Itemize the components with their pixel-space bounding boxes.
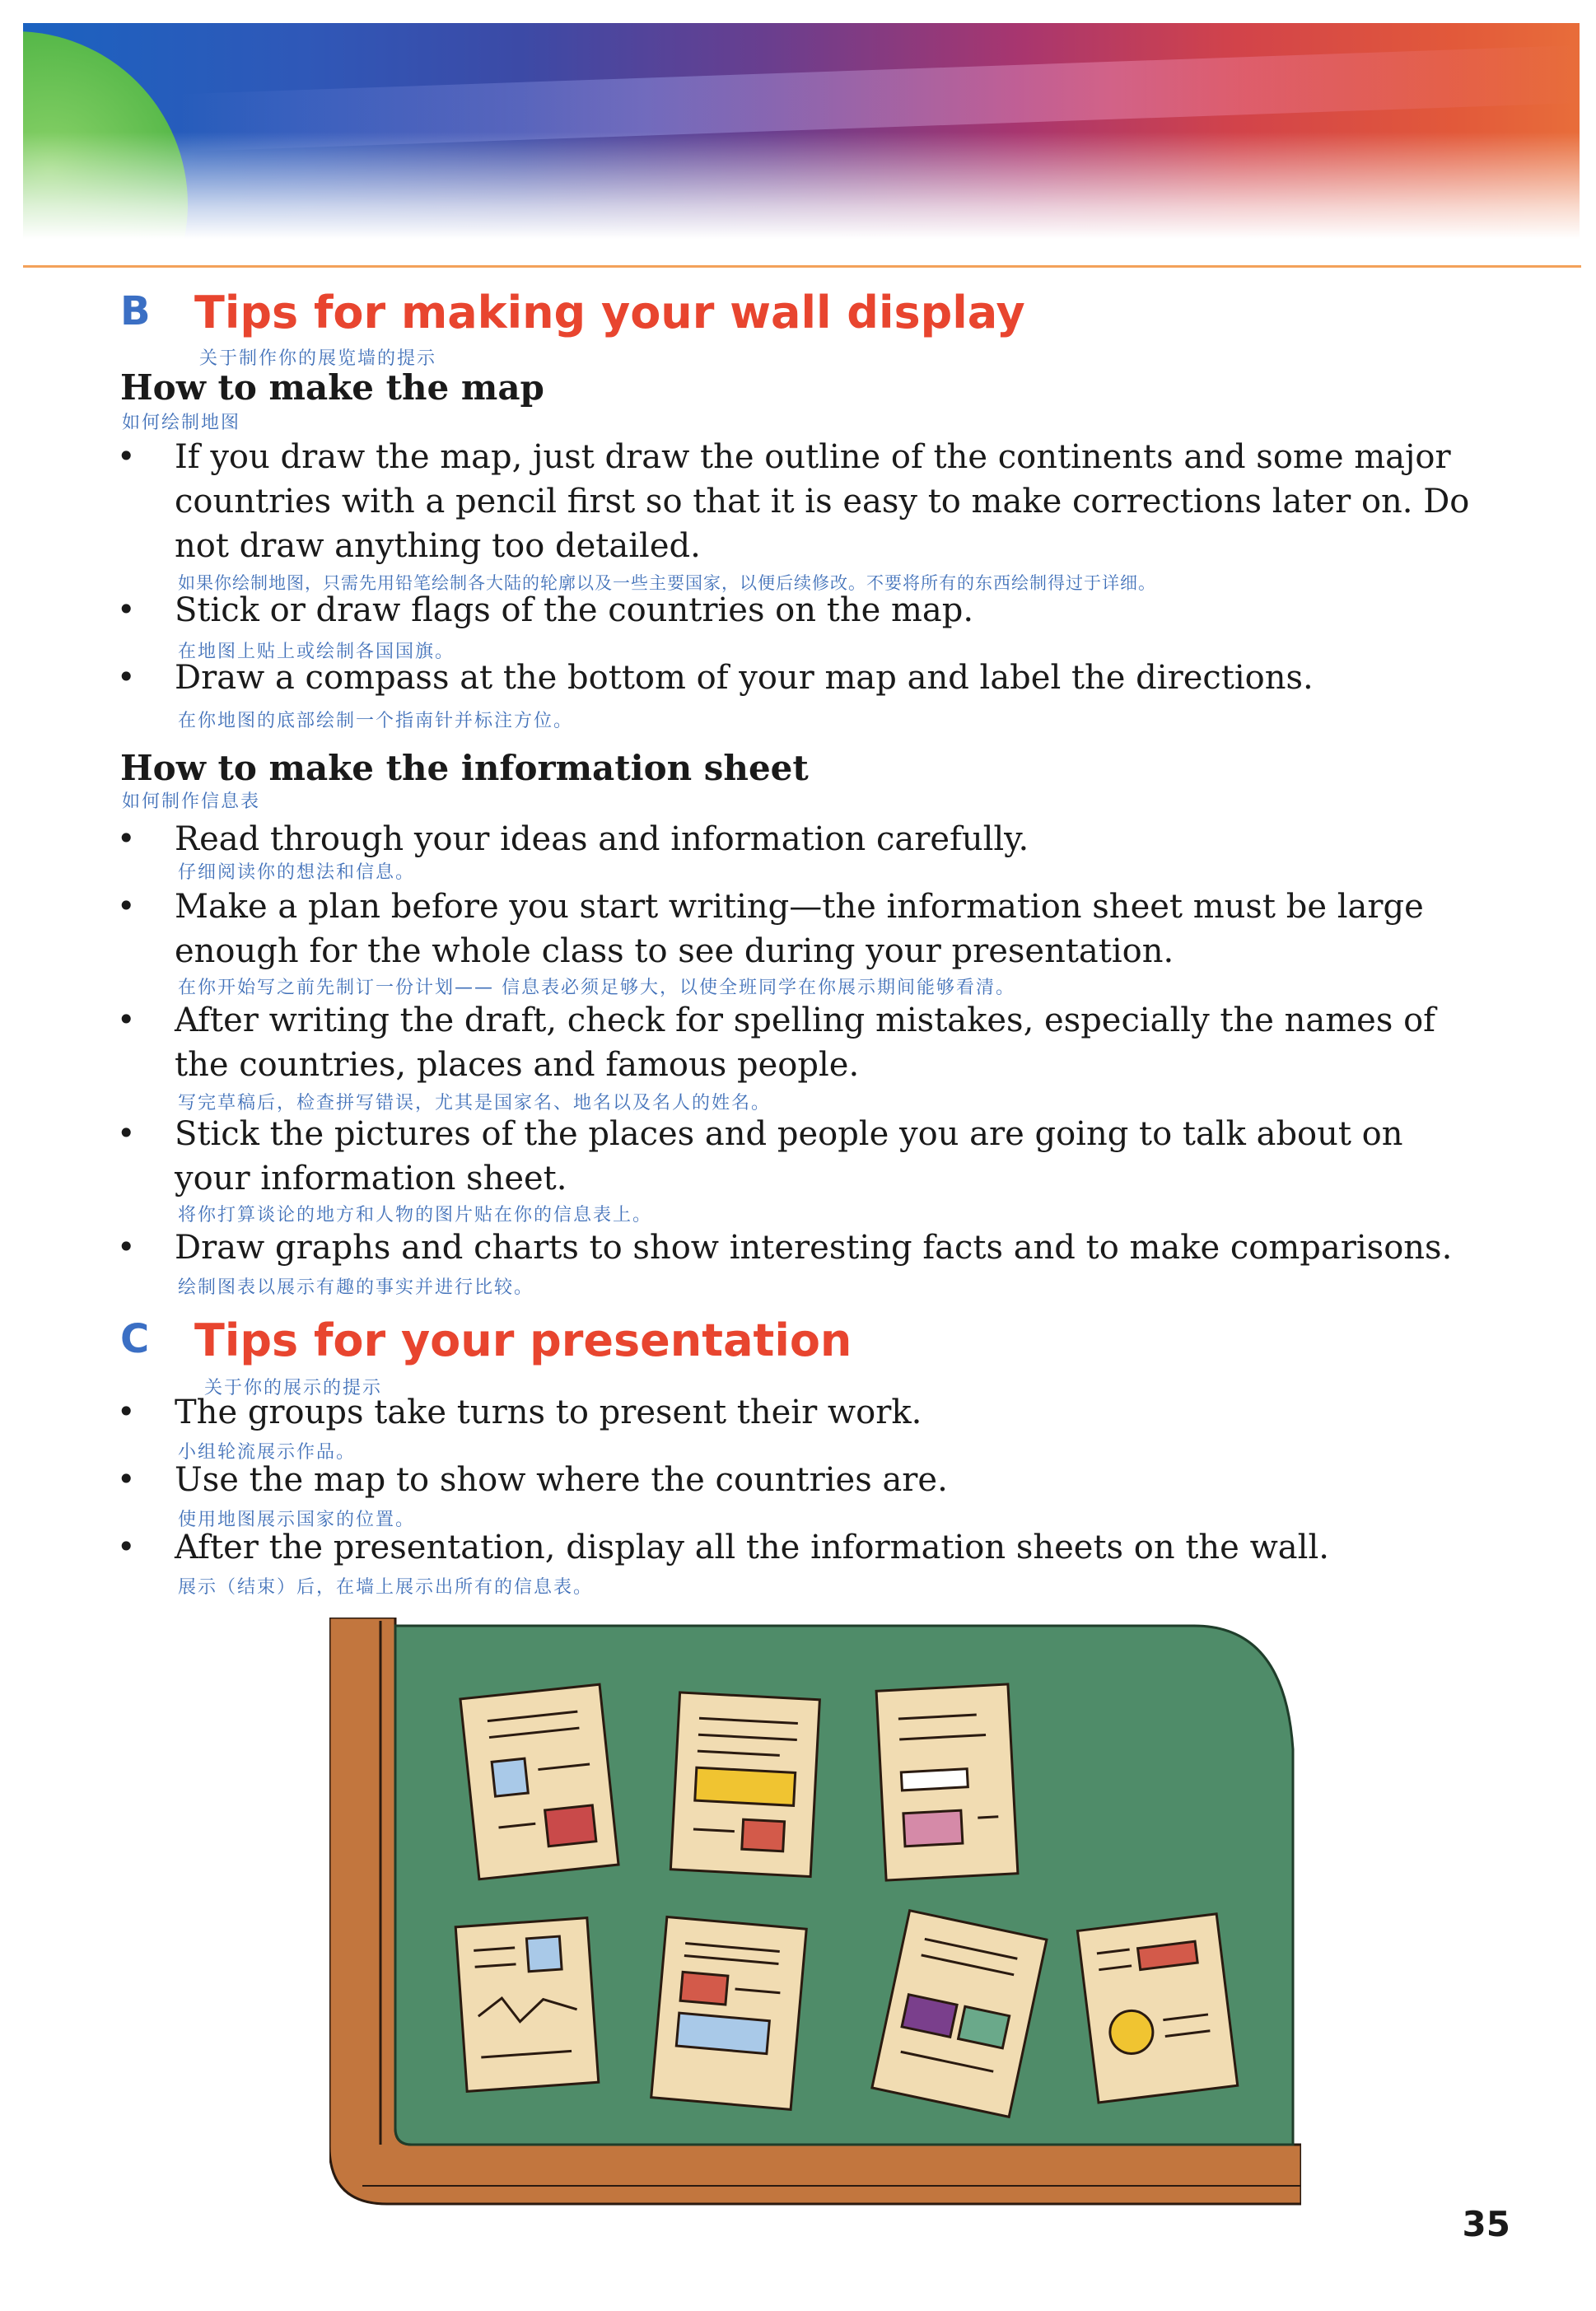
header-banner xyxy=(23,23,1580,239)
bullet: • xyxy=(117,1529,136,1565)
sheet-heading: How to make the information sheet xyxy=(120,748,809,788)
map-item-1: If you draw the map, just draw the outline of the continents and some major countries with a pencil first so that it is easy to make corrections later on. Do not draw anything too detailed. xyxy=(175,438,1470,565)
map-item-1-cn: 如果你绘制地图，只需先用铅笔绘制各大陆的轮廓以及一些主要国家，以便后续修改。不要将所有的东西绘制得过于详细。 xyxy=(178,573,1156,593)
bullet: • xyxy=(117,1001,136,1038)
bullet: • xyxy=(117,438,136,474)
bullet: • xyxy=(117,888,136,924)
presentation-item-1: The groups take turns to present their work. xyxy=(175,1394,922,1431)
bullet: • xyxy=(117,1394,136,1430)
sheet-item-5-cn: 绘制图表以展示有趣的事实并进行比较。 xyxy=(178,1277,534,1298)
bullet: • xyxy=(117,1115,136,1151)
sheet-item-5: Draw graphs and charts to show interesting facts and to make comparisons. xyxy=(175,1229,1453,1267)
banner-fade xyxy=(23,132,1580,239)
presentation-item-3-cn: 展示（结束）后，在墙上展示出所有的信息表。 xyxy=(178,1577,594,1598)
sheet-heading-cn: 如何制作信息表 xyxy=(122,791,261,812)
section-b-title-cn: 关于制作你的展览墙的提示 xyxy=(199,348,437,369)
section-c-letter: C xyxy=(120,1316,150,1362)
map-item-3: Draw a compass at the bottom of your map and label the directions. xyxy=(175,659,1314,697)
presentation-item-1-cn: 小组轮流展示作品。 xyxy=(178,1442,357,1463)
sheet-item-2: Make a plan before you start writing—the information sheet must be large enough for the whole class to see during your presentation. xyxy=(175,888,1424,970)
section-c-title-cn: 关于你的展示的提示 xyxy=(204,1378,383,1398)
sheet-item-1: Read through your ideas and information carefully. xyxy=(175,820,1029,858)
bullet: • xyxy=(117,659,136,695)
section-divider xyxy=(23,265,1581,268)
bullet: • xyxy=(117,1229,136,1265)
bullet: • xyxy=(117,1461,136,1497)
presentation-item-2-cn: 使用地图展示国家的位置。 xyxy=(178,1510,416,1530)
map-item-2-cn: 在地图上贴上或绘制各国国旗。 xyxy=(178,642,455,662)
sheet-item-3-cn: 写完草稿后，检查拼写错误，尤其是国家名、地名以及名人的姓名。 xyxy=(178,1093,772,1113)
map-heading-cn: 如何绘制地图 xyxy=(122,413,241,433)
map-item-3-cn: 在你地图的底部绘制一个指南针并标注方位。 xyxy=(178,711,574,731)
sheet-item-3: After writing the draft, check for spelling mistakes, especially the names of the countries, places and famous people. xyxy=(175,1001,1435,1084)
section-b-letter: B xyxy=(120,288,151,334)
page-number: 35 xyxy=(1462,2204,1510,2244)
presentation-item-2: Use the map to show where the countries are. xyxy=(175,1461,948,1499)
wall-display-illustration xyxy=(329,1618,1301,2211)
sheet-item-4-cn: 将你打算谈论的地方和人物的图片贴在你的信息表上。 xyxy=(178,1205,653,1226)
sheet-item-1-cn: 仔细阅读你的想法和信息。 xyxy=(178,862,416,883)
bullet: • xyxy=(117,820,136,857)
sheet-item-2-cn: 在你开始写之前先制订一份计划—— 信息表必须足够大，以使全班同学在你展示期间能够看清。 xyxy=(178,978,1015,998)
bullet: • xyxy=(117,591,136,628)
map-item-2: Stick or draw flags of the countries on the map. xyxy=(175,591,974,629)
map-heading: How to make the map xyxy=(120,367,544,408)
presentation-item-3: After the presentation, display all the information sheets on the wall. xyxy=(175,1529,1329,1566)
section-c-title: Tips for your presentation xyxy=(194,1314,852,1366)
section-b-title: Tips for making your wall display xyxy=(194,287,1025,338)
sheet-item-4: Stick the pictures of the places and people you are going to talk about on your information sheet. xyxy=(175,1115,1403,1198)
